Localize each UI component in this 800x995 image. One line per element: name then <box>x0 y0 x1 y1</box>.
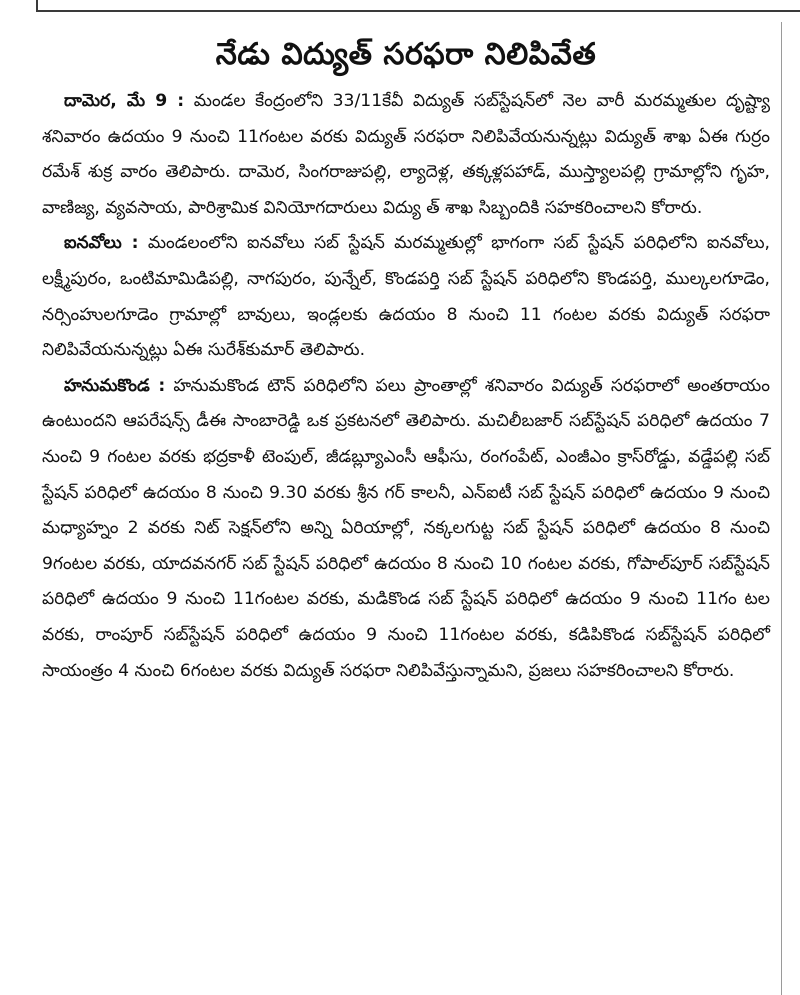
paragraph-hanumakonda <box>42 369 770 689</box>
dateline-hanumakonda: హనుమకొండ : <box>64 375 166 396</box>
dateline-damera: దామెర, మే 9 : <box>64 91 185 111</box>
paragraph-inavolu <box>42 226 770 368</box>
paragraph-body-hanumakonda: హనుమకొండ టౌన్ పరిధిలోని పలు ప్రాంతాల్లో శనివారం విద్యుత్ సరఫరాలో అంతరాయం ఉంటుందని ఆపరేషన్స్ డీఈ సాంబారెడ్డి ఒక ప్రకటనలో తెలిపారు. మచిలీబజార్ సబ్‌స్టేషన్ పరిధిలో ఉదయం 7 నుంచి 9 గంటల వరకు భద్రకాళీ టెంపుల్, జీడబ్ల్యూఎంసీ ఆఫీసు, రంగంపేట్, ఎంజీఎం క్రాస్‌రోడ్డు, వడ్డేపల్లి సబ్ స్టేషన్ పరిధిలో ఉదయం 8 నుంచి 9.30 వరకు శ్రీన గర్ కాలనీ, ఎన్ఐటీ సబ్ స్టేషన్ పరిధిలో ఉదయం 9 నుంచి మధ్యాహ్నం 2 వరకు నిట్ సెక్షన్‌లోని అన్ని ఏరియాల్లో, నక్కలగుట్ట సబ్ స్టేషన్ పరిధిలో ఉదయం 8 నుంచి 9గంటల వరకు, యాదవనగర్ సబ్ స్టేషన్ పరిధిలో ఉదయం 8 నుంచి 10 గంటల వరకు, గోపాల్‌పూర్ సబ్‌స్టేషన్ పరిధిలో ఉదయం 9 నుంచి 11గంటల వరకు, మడికొండ సబ్ స్టేషన్ పరిధిలో ఉదయం 9 నుంచి 11గం టల వరకు, రాంపూర్ సబ్‌స్టేషన్ పరిధిలో ఉదయం 9 నుంచి 11గంటల వరకు, కడిపికొండ సబ్‌స్టేషన్ పరిధిలో సాయంత్రం 4 నుంచి 6గంటల వరకు విద్యుత్ సరఫరా నిలిపివేస్తున్నామని, ప్రజలు సహకరించాలని కోరారు. <box>42 375 770 681</box>
paragraph-damera <box>42 84 770 226</box>
paragraph-body-damera: మండల కేంద్రంలోని 33/11కేవీ విద్యుత్ సబ్‌స్టేషన్‌లో నెల వారీ మరమ్మతుల దృష్ట్యా శనివారం ఉదయం 9 నుంచి 11గంటల వరకు విద్యుత్ సరఫరా నిలిపివేయనున్నట్లు విద్యుత్ శాఖ ఏఈ గుర్రం రమేశ్ శుక్ర వారం తెలిపారు. దామెర, సింగరాజుపల్లి, ల్యాదెళ్ల, తక్కళ్లపహాడ్, ముస్త్యాలపల్లి గ్రామాల్లోని గృహ, వాణిజ్య, వ్యవసాయ, పారిశ్రామిక వినియోగదారులు విద్యు త్ శాఖ సిబ్బందికి సహకరించాలని కోరారు. <box>42 91 771 218</box>
article-headline: నేడు విద్యుత్ సరఫరా నిలిపివేత <box>215 37 597 72</box>
column-divider <box>781 22 782 995</box>
dateline-inavolu: ఐనవోలు : <box>64 233 139 254</box>
news-article <box>42 30 770 689</box>
paragraph-body-inavolu: మండలంలోని ఐనవోలు సబ్ స్టేషన్ మరమ్మతుల్లో భాగంగా సబ్ స్టేషన్ పరిధిలోని ఐనవోలు, లక్ష్మీపురం, ఒంటిమామిడిపల్లి, నాగపురం, పున్నేల్, కొండపర్తి సబ్ స్టేషన్ పరిధిలోని కొండపర్తి, ముల్కలగూడెం, నర్సింహులగూడెం గ్రామాల్లో బావులు, ఇండ్లలకు ఉదయం 8 నుంచి 11 గంటల వరకు విద్యుత్ సరఫరా నిలిపివేయనున్నట్లు ఏఈ సురేశ్‌కుమార్ తెలిపారు. <box>42 233 770 361</box>
left-border-tick <box>36 0 38 12</box>
top-border-rule <box>36 10 800 12</box>
